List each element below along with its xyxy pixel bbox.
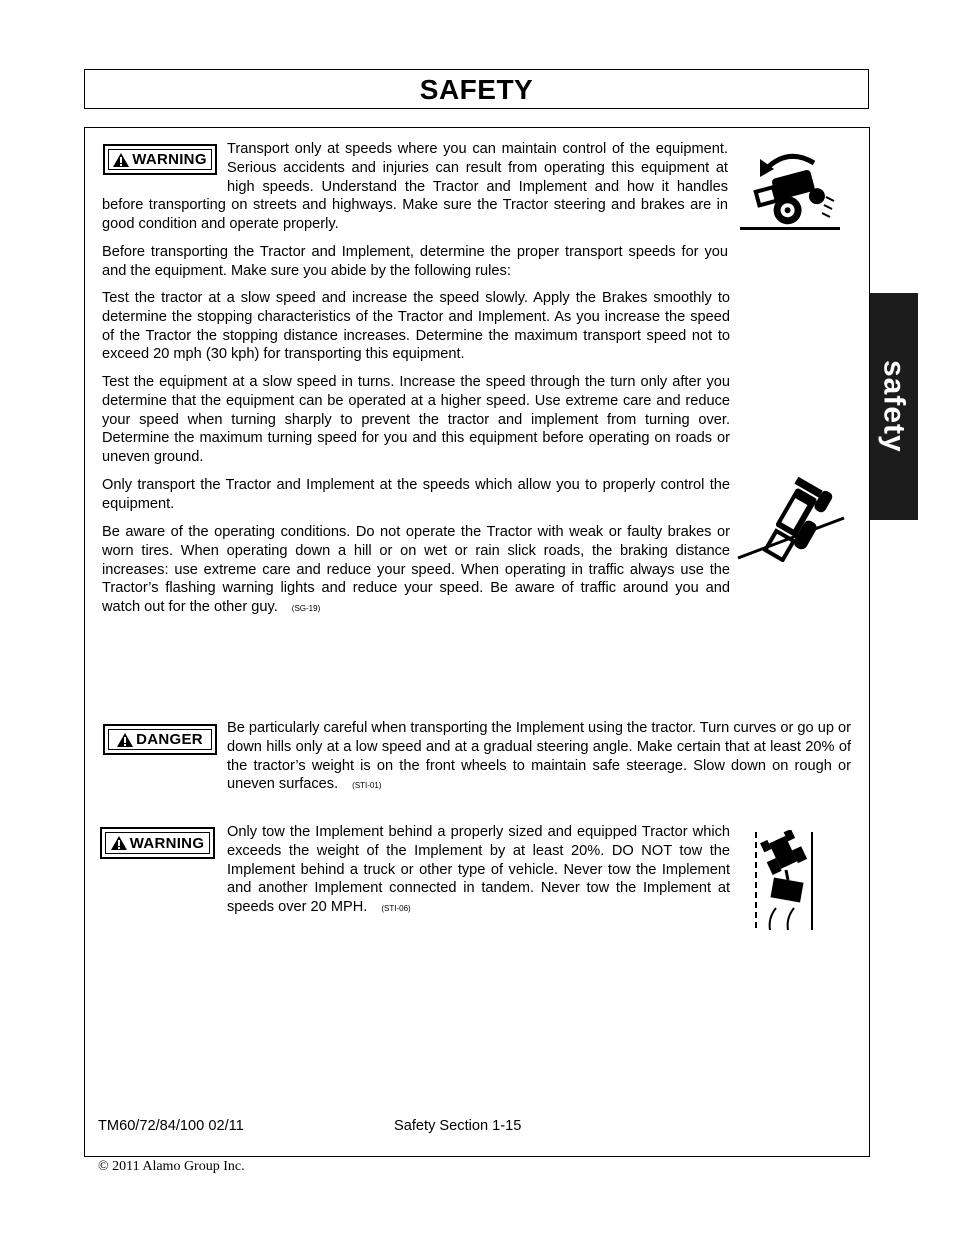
warning-label: WARNING <box>132 151 207 168</box>
reference-code: (SG-19) <box>291 604 321 614</box>
side-tab <box>869 293 918 520</box>
paragraph-test-tractor: Test the tractor at a slow speed and increase the speed slowly. Apply the Brakes smoothly to determine the stopping characteristics of the Tractor and Implement. As you increase the speed of the Tractor the stopping distance increases. Determine the maximum transport speed not to exceed 20 mph (30 kph) for transporting this equipment. <box>102 290 730 363</box>
page-title: SAFETY <box>419 74 534 105</box>
tow-warning-paragraph: Only tow the Implement behind a properly sized and equipped Tractor which exceeds the weight of the Implement by at least 20%. DO NOT tow the Implement behind a truck or other type of vehicle. Never tow the Implement and another Implement connected in tandem. Never tow the Implement at speeds over 20 MPH. (STI-06) <box>227 824 730 916</box>
danger-paragraph: Be particularly careful when transporting the Implement using the tractor. Turn curves or go up or down hills only at a low speed and at a gradual steering angle. Make certain that at least 20% of the tractor’s weight is on the front wheels to maintain safe steerage. Slow down on rough or uneven surfaces. (STI-01) <box>227 720 851 793</box>
tractor-slope-icon <box>736 458 846 562</box>
warning-triangle-icon <box>117 733 133 747</box>
warning-badge-tow <box>100 827 215 859</box>
copyright: © 2011 Alamo Group Inc. <box>98 1159 245 1174</box>
paragraph-operating-conditions: Be aware of the operating conditions. Do not operate the Tractor with weak or faulty brakes or worn tires. When operating down a hill or on wet or rain slick roads, the braking distance increases: use extreme care and reduce your speed. When operating in traffic always use the Tractor’s flashing warning lights and reduce your speed. Be aware of traffic around you and watch out for the other guy. (SG-19) <box>102 524 730 616</box>
reference-code: (STI-01) <box>352 781 382 791</box>
reference-code: (STI-06) <box>381 904 411 914</box>
warning-label-tow: WARNING <box>129 834 205 852</box>
paragraph-only-transport: Only transport the Tractor and Implement at the speeds which allow you to properly control the equipment. <box>102 477 730 512</box>
danger-label: DANGER <box>136 731 203 748</box>
transport-warning-paragraph: Transport only at speeds where you can maintain control of the equipment. Serious accidents and injuries can result from operating this equipment at high speeds. Understand the Tractor and Implement and how it handles before transporting on streets and highways. Make sure the Tractor steering and brakes are in good condition and operate properly. <box>102 141 728 233</box>
warning-triangle-icon <box>111 836 127 850</box>
danger-badge <box>103 724 217 755</box>
paragraph-test-equipment: Test the equipment at a slow speed in turns. Increase the speed through the turn only after you determine that the equipment can be operated at a higher speed. Use extreme care and reduce your speed when turning sharply to prevent the tractor and implement from turning over. Determine the maximum turning speed for you and this equipment before operating on roads or uneven ground. <box>102 374 730 466</box>
paragraph-transport-speeds: Before transporting the Tractor and Implement, determine the proper transport speeds for you and the equipment. Make sure you abide by the following rules: <box>102 244 728 279</box>
footer-section: Safety Section 1-15 <box>394 1118 522 1134</box>
tractor-tow-icon <box>752 830 816 934</box>
footer-model: TM60/72/84/100 02/11 <box>98 1118 244 1134</box>
content-box <box>84 127 870 1157</box>
tractor-rollover-icon <box>738 145 842 231</box>
header-box <box>84 69 869 109</box>
side-tab-label: safety <box>877 360 911 453</box>
